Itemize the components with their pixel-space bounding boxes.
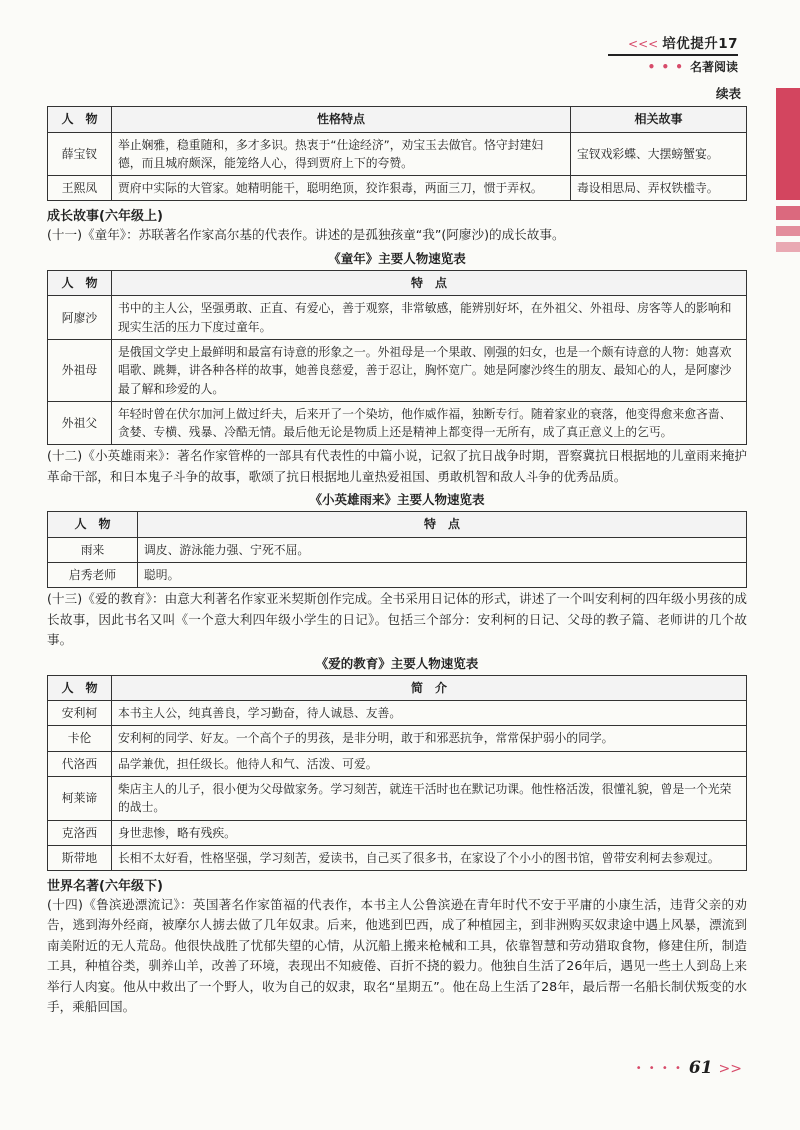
character-description: 长相不太好看，性格坚强，学习刻苦，爱读书，自己买了很多书，在家设了个小小的图书馆，曾带安利柯去参观过。 — [112, 845, 747, 870]
paragraph: (十一)《童年》：苏联著名作家高尔基的代表作。讲述的是孤独孩童“我”(阿廖沙)的成长故事。 — [47, 227, 565, 243]
table-row — [48, 751, 747, 776]
table-row — [48, 537, 747, 562]
character-trait: 举止娴雅，稳重随和，多才多识。热衷于“仕途经济”，劝宝玉去做官。恪守封建妇德，而且城府颇深，能笼络人心，得到贾府上下的夸赞。 — [112, 132, 571, 176]
character-story: 宝钗戏彩蝶、大摆螃蟹宴。 — [571, 132, 747, 176]
page-footer — [636, 1058, 742, 1078]
header-subtitle-row — [648, 58, 738, 75]
character-name: 安利柯 — [48, 701, 112, 726]
column-header: 人 物 — [48, 107, 112, 133]
table-row — [48, 176, 747, 201]
section-title: 成长故事(六年级上) — [47, 209, 163, 225]
character-name: 王熙凤 — [48, 176, 112, 201]
chevrons-left-icon: <<< — [628, 37, 659, 51]
character-name: 斯带地 — [48, 845, 112, 870]
table-row — [48, 776, 747, 820]
table-header-row — [48, 107, 747, 133]
table-header-row — [48, 675, 747, 701]
table-row — [48, 132, 747, 176]
table-header-row — [48, 270, 747, 296]
header-divider — [608, 54, 738, 56]
character-name: 代洛西 — [48, 751, 112, 776]
paragraph: (十二)《小英雄雨来》：著名作家管桦的一部具有代表性的中篇小说，记叙了抗日战争时期，晋察冀抗日根据地的儿童雨来掩护革命干部，和日本鬼子斗争的故事，歌颂了抗日根据地儿童热爱祖国、勇敢机智和敌人斗争的优秀品质。 — [47, 448, 747, 484]
main-content — [47, 84, 747, 1020]
character-name: 启秀老师 — [48, 563, 138, 588]
character-description: 柴店主人的儿子，很小便为父母做家务。学习刻苦，就连干活时也在默记功课。他性格活泼，很懂礼貌，曾是一个光荣的战士。 — [112, 776, 747, 820]
character-name: 克洛西 — [48, 820, 112, 845]
character-description: 身世悲惨，略有残疾。 — [112, 820, 747, 845]
yulai-character-table — [47, 511, 747, 588]
section-title: 世界名著(六年级下) — [47, 879, 163, 895]
education-of-love-character-table — [47, 675, 747, 872]
column-header: 简 介 — [112, 675, 747, 701]
side-tabs — [776, 88, 800, 258]
character-description: 调皮、游泳能力强、宁死不屈。 — [138, 537, 747, 562]
side-tab-bar — [776, 206, 800, 220]
character-name: 雨来 — [48, 537, 138, 562]
paragraph: (十四)《鲁滨逊漂流记》：英国著名作家笛福的代表作，本书主人公鲁滨逊在青年时代不安于平庸的小康生活，违背父亲的劝告，逃到海外经商，被摩尔人掳去做了几年奴隶。后来，他逃到巴西，成了种植园主，到非洲购买奴隶途中遇上风暴，漂流到南美附近的无人荒岛。他很快战胜了忧郁失望的心情，从沉船上搬来枪械和工具，依靠智慧和劳动猎取食物，修建住所，制造工具，种植谷类，驯养山羊，改善了环境，表现出不知疲倦、百折不挠的毅力。他独自生活了26年后，遇见一些土人到岛上来举行人肉宴。他从中救出了一个野人，收为自己的奴隶，取名“星期五”。他在岛上生活了28年，最后帮一名船长制伏叛变的水手，乘船回国。 — [47, 897, 747, 1015]
table-caption: 《爱的教育》主要人物速览表 — [315, 655, 479, 671]
table-row — [48, 701, 747, 726]
chevrons-right-icon: >> — [718, 1061, 742, 1077]
column-header: 性格特点 — [112, 107, 571, 133]
character-description: 品学兼优，担任级长。他待人和气、活泼、可爱。 — [112, 751, 747, 776]
header — [628, 32, 738, 52]
character-trait: 贾府中实际的大管家。她精明能干，聪明绝顶，狡诈狠毒，两面三刀，惯于弄权。 — [112, 176, 571, 201]
column-header: 特 点 — [112, 270, 747, 296]
table-row — [48, 726, 747, 751]
character-name: 柯莱谛 — [48, 776, 112, 820]
character-description: 年轻时曾在伏尔加河上做过纤夫，后来开了一个染坊，他作威作福，独断专行。随着家业的衰落，他变得愈来愈吝啬、贪婪、专横、残暴、冷酷无情。最后他无论是物质上还是精神上都变得一无所有，成了真正意义上的乞丐。 — [112, 401, 747, 445]
table-caption: 《童年》主要人物速览表 — [328, 250, 466, 266]
table-header-row — [48, 512, 747, 538]
column-header: 特 点 — [138, 512, 747, 538]
paragraph: (十三)《爱的教育》：由意大利著名作家亚米契斯创作完成。全书采用日记体的形式，讲述了一个叫安利柯的四年级小男孩的成长故事，因此书名又叫《一个意大利四年级小学生的日记》。包括三个部分：安利柯的日记、父母的教子篇、老师讲的几个故事。 — [47, 591, 747, 648]
column-header: 人 物 — [48, 512, 138, 538]
header-subtitle: 名著阅读 — [689, 60, 738, 74]
character-name: 阿廖沙 — [48, 296, 112, 340]
character-description: 书中的主人公，坚强勇敢、正直、有爱心，善于观察，非常敏感，能辨别好坏，在外祖父、外祖母、房客等人的影响和现实生活的压力下度过童年。 — [112, 296, 747, 340]
character-name: 外祖母 — [48, 339, 112, 401]
table-row — [48, 401, 747, 445]
continued-label: 续表 — [715, 86, 741, 101]
column-header: 人 物 — [48, 675, 112, 701]
character-description: 聪明。 — [138, 563, 747, 588]
table-row — [48, 339, 747, 401]
column-header: 人 物 — [48, 270, 112, 296]
header-title: 培优提升17 — [662, 36, 738, 52]
table-caption: 《小英雄雨来》主要人物速览表 — [309, 492, 485, 508]
side-tab-bar — [776, 88, 800, 200]
character-description: 是俄国文学史上最鲜明和最富有诗意的形象之一。外祖母是一个果敢、刚强的妇女，也是一个颇有诗意的人物：她喜欢唱歌、跳舞，讲各种各样的故事，她善良慈爱，善于忍让，胸怀宽广。她是阿廖沙终生的朋友、最知心的人，是阿廖沙最了解和珍爱的人。 — [112, 339, 747, 401]
character-table-continued — [47, 106, 747, 201]
table-row — [48, 296, 747, 340]
column-header: 相关故事 — [571, 107, 747, 133]
dots-icon: • • • • — [635, 1062, 683, 1074]
character-description: 安利柯的同学、好友。一个高个子的男孩，是非分明，敢于和邪恶抗争，常常保护弱小的同学。 — [112, 726, 747, 751]
table-row — [48, 563, 747, 588]
table-row — [48, 820, 747, 845]
character-description: 本书主人公，纯真善良，学习勤奋，待人诚恳、友善。 — [112, 701, 747, 726]
character-name: 外祖父 — [48, 401, 112, 445]
childhood-character-table — [47, 270, 747, 446]
table-row — [48, 845, 747, 870]
side-tab-bar — [776, 242, 800, 252]
dots-icon: • • • — [647, 60, 684, 74]
character-story: 毒设相思局、弄权铁槛寺。 — [571, 176, 747, 201]
side-tab-bar — [776, 226, 800, 236]
character-name: 薛宝钗 — [48, 132, 112, 176]
page-number: 61 — [688, 1058, 713, 1078]
character-name: 卡伦 — [48, 726, 112, 751]
